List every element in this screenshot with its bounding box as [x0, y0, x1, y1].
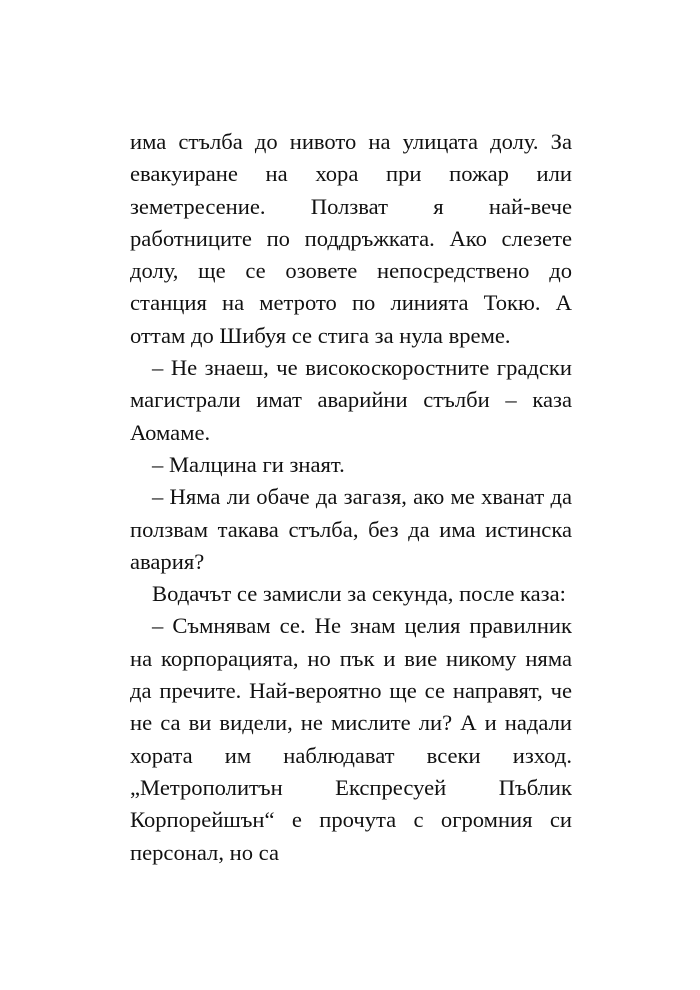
paragraph-5: Водачът се замисли за секунда, после каза: [152, 581, 566, 607]
book-page-text [130, 126, 572, 869]
paragraph-3: – Малцина ги знаят. [152, 451, 345, 477]
paragraph-4: – Няма ли обаче да загазя, ако ме хванат да ползвам такава стълба, без да има истинска авария? [130, 484, 572, 574]
paragraph-2: – Не знаеш, че високоскоростните градски магистрали имат аварийни стълби – каза Аомаме. [130, 355, 572, 445]
paragraph-1: има стълба до нивото на улицата долу. За евакуиране на хора при пожар или земетресение. Ползват я най-вече работниците по поддръжката. Ако слезете долу, ще се озовете непосредствено до станция на метрото по линията Токю. А оттам до Шибуя се стига за нула време. [130, 129, 572, 348]
paragraph-6: – Съмнявам се. Не знам целия правилник на корпорацията, но пък и вие никому няма да пречите. Най-вероятно ще се направят, че не са ви видели, не мислите ли? А и надали хората им наблюдават всеки изход. „Метрополитън Експресуей Пъблик Корпорейшън“ е прочута с огромния си персонал, но са [130, 613, 572, 865]
